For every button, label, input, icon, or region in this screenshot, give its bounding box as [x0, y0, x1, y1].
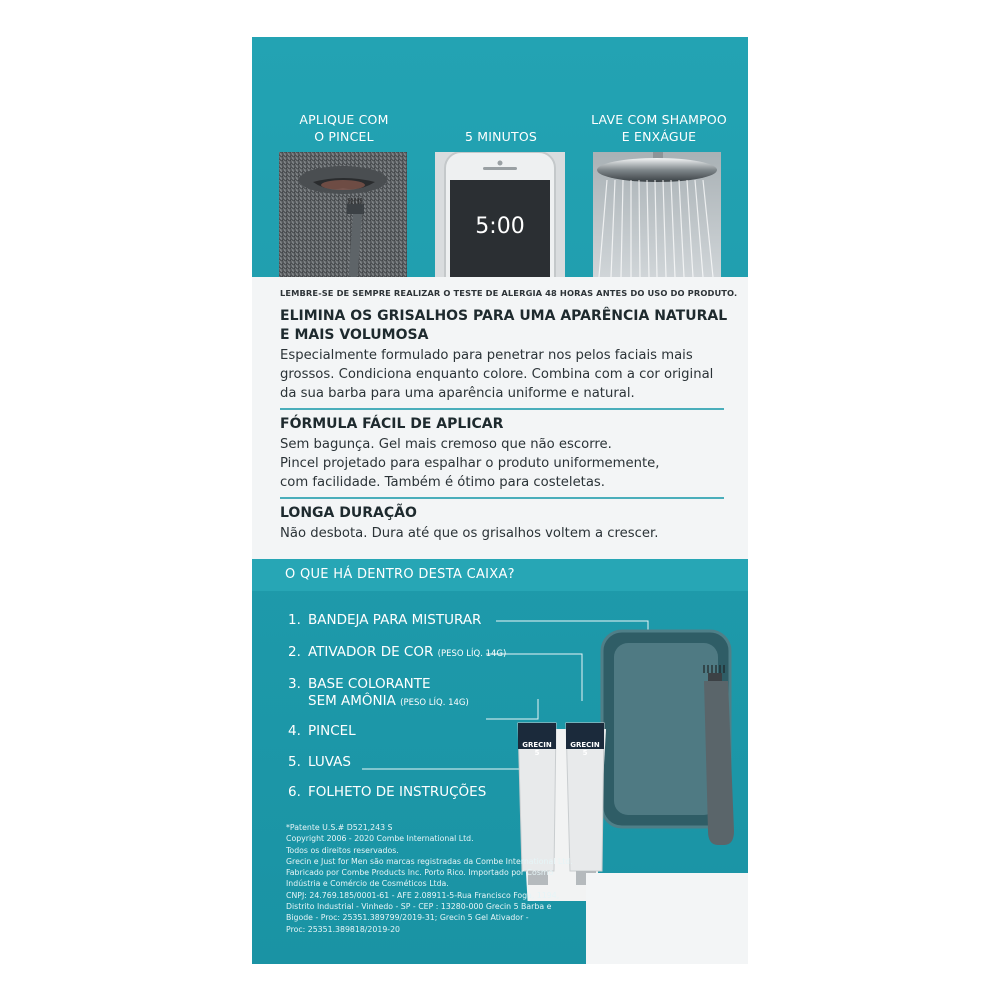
section-2-body-line1: Sem bagunça. Gel mais cremoso que não escorre.: [280, 437, 612, 452]
step-1-label-line2: O PINCEL: [314, 129, 374, 144]
tube-brand-label: GRECIN 5: [570, 741, 600, 757]
item-label: ATIVADOR DE COR: [308, 644, 434, 660]
section-divider: [280, 497, 724, 499]
section-2-body-line2: Pincel projetado para espalhar o produto uniformemente,: [280, 456, 660, 471]
item-note: (PESO LÍQ. 14G): [400, 698, 469, 708]
tube-brand-label: GRECIN 5: [522, 741, 552, 757]
item-label-line2: SEM AMÔNIA: [308, 693, 396, 709]
item-label: LUVAS: [308, 754, 351, 770]
section-1-title: [280, 307, 727, 345]
step-2-label: 5 MINUTOS: [464, 129, 538, 144]
item-label: FOLHETO DE INSTRUÇÕES: [308, 784, 487, 800]
product-box-back: [252, 37, 748, 964]
section-1-body-line1: Especialmente formulado para penetrar nos pelos faciais mais: [280, 348, 693, 363]
item-note: (PESO LÍQ. 14G): [437, 649, 507, 659]
item-label: PINCEL: [308, 723, 356, 739]
section-1-body-line3: da sua barba para uma aparência uniforme e natural.: [280, 386, 635, 401]
section-3-body: Não desbota. Dura até que os grisalhos voltem a crescer.: [280, 526, 659, 541]
allergy-warning: LEMBRE-SE DE SEMPRE REALIZAR O TESTE DE ALERGIA 48 HORAS ANTES DO USO DO PRODUTO.: [280, 288, 738, 298]
fine-print-line: Todos os direitos reservados.: [286, 845, 399, 855]
smartphone-timer: [435, 152, 565, 277]
section-1-body-line2: grossos. Condiciona enquanto colore. Combina com a cor original: [280, 367, 714, 382]
beard-brush-photo: [279, 152, 407, 277]
barcode-area: [586, 873, 748, 964]
section-3-title: LONGA DURAÇÃO: [280, 505, 417, 521]
item-number: 1.: [288, 612, 301, 628]
section-2-body: [280, 435, 659, 492]
section-1-title-line2: E MAIS VOLUMOSA: [280, 327, 429, 343]
legal-fine-print: [286, 822, 586, 935]
section-1-title-line1: ELIMINA OS GRISALHOS PARA UMA APARÊNCIA NATURAL: [280, 308, 728, 324]
timer-display: 5:00: [475, 214, 525, 239]
step-1-label: [274, 111, 414, 145]
item-label: BANDEJA PARA MISTURAR: [308, 612, 482, 628]
section-divider: [280, 408, 724, 410]
fine-print-line: Fabricado por Combe Products Inc. Porto Rico. Importado por Cosmo: [286, 868, 554, 878]
box-contents-heading: O QUE HÁ DENTRO DESTA CAIXA?: [285, 567, 515, 582]
fine-print-line: *Patente U.S.# D521,243 S: [286, 823, 393, 832]
step-3-label: [582, 111, 736, 145]
step-1-label-line1: APLIQUE COM: [299, 112, 389, 127]
fine-print-line: CNPJ: 24.769.185/0001-61 - AFE 2.08911-5-Rua Francisco Foga, 1194,: [286, 890, 560, 900]
shower-head-photo: [593, 152, 721, 277]
fine-print-line: Distrito Industrial - Vinhedo - SP - CEP : 13280-000 Grecin 5 Barba e: [286, 902, 552, 912]
fine-print-line: Proc: 25351.389818/2019-20: [286, 924, 401, 934]
step-3-label-line1: LAVE COM SHAMPOO: [591, 112, 727, 127]
section-1-body: [280, 346, 713, 403]
item-number: 6.: [288, 784, 301, 800]
item-number: 4.: [288, 723, 301, 739]
step-3-label-line2: E ENXÁGUE: [621, 129, 697, 144]
fine-print-line: Copyright 2006 - 2020 Combe International Ltd.: [286, 834, 474, 844]
section-2-title: FÓRMULA FÁCIL DE APLICAR: [280, 416, 504, 432]
section-2-body-line3: com facilidade. Também é ótimo para costeletas.: [280, 475, 605, 490]
item-number: 5.: [288, 754, 301, 770]
fine-print-line: Indústria e Comércio de Cosméticos Ltda.: [286, 879, 449, 889]
item-number: 2.: [288, 644, 301, 660]
item-number: 3.: [288, 676, 301, 692]
box-contents-header: [252, 559, 748, 591]
fine-print-line: Bigode - Proc: 25351.389799/2019-31; Grecin 5 Gel Ativador -: [286, 913, 529, 923]
item-label: BASE COLORANTE: [308, 676, 431, 692]
fine-print-line: Grecin e Just for Men são marcas registradas da Combe International Ltd.: [286, 856, 573, 866]
